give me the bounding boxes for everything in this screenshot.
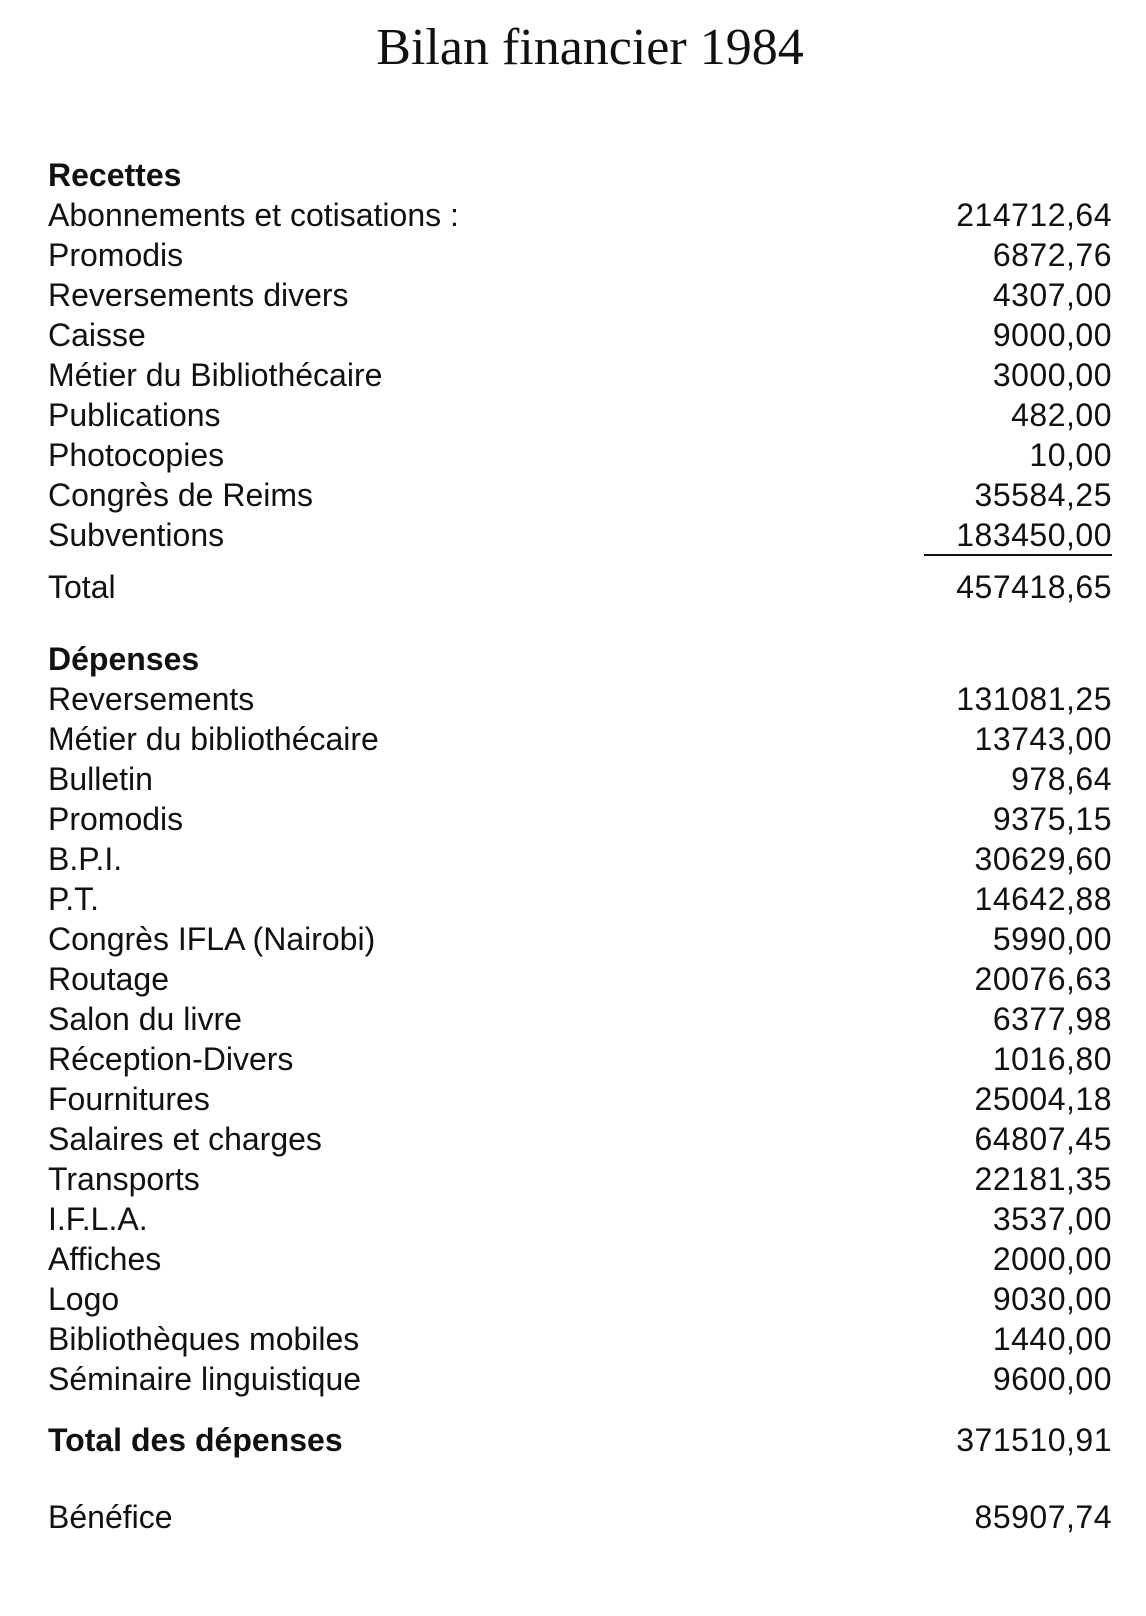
table-row [48, 1079, 1112, 1119]
table-row [48, 1239, 1112, 1279]
row-amount: 64807,45 [974, 1121, 1112, 1157]
row-label: Affiches [48, 1241, 162, 1277]
row-label: Transports [48, 1161, 200, 1197]
table-row [48, 1199, 1112, 1239]
row-amount: 13743,00 [974, 721, 1112, 757]
row-label: Routage [48, 961, 169, 997]
benefice-label: Bénéfice [48, 1499, 173, 1535]
row-label: Caisse [48, 317, 146, 353]
row-label: Promodis [48, 237, 184, 273]
row-amount: 3000,00 [992, 357, 1112, 393]
row-amount: 214712,64 [956, 197, 1112, 233]
table-row [48, 1359, 1112, 1399]
table-row [48, 1279, 1112, 1319]
row-label: Logo [48, 1281, 120, 1317]
table-row [48, 1319, 1112, 1359]
recettes-total-row [48, 567, 1112, 607]
table-row [48, 515, 1112, 555]
row-label: Publications [48, 397, 221, 433]
row-label: P.T. [48, 881, 99, 917]
row-amount: 9375,15 [992, 801, 1112, 837]
table-row [48, 799, 1112, 839]
table-row [48, 275, 1112, 315]
row-label: I.F.L.A. [48, 1201, 148, 1237]
row-amount: 9600,00 [992, 1361, 1112, 1397]
row-amount: 10,00 [1029, 437, 1112, 473]
depenses-heading: Dépenses [48, 641, 200, 677]
row-label: Abonnements et cotisations : [48, 197, 459, 233]
row-amount: 2000,00 [992, 1241, 1112, 1277]
row-amount: 25004,18 [974, 1081, 1112, 1117]
table-row [48, 475, 1112, 515]
table-row [48, 759, 1112, 799]
row-amount: 14642,88 [974, 881, 1112, 917]
total-depenses-label: Total des dépenses [48, 1422, 343, 1458]
row-amount: 9030,00 [992, 1281, 1112, 1317]
row-label: Congrès IFLA (Nairobi) [48, 921, 376, 957]
row-label: Réception-Divers [48, 1041, 294, 1077]
recettes-total-label: Total [48, 569, 116, 605]
row-amount: 4307,00 [992, 277, 1112, 313]
row-amount: 9000,00 [992, 317, 1112, 353]
row-amount: 30629,60 [974, 841, 1112, 877]
row-amount: 6377,98 [992, 1001, 1112, 1037]
row-amount: 1016,80 [992, 1041, 1112, 1077]
table-row [48, 719, 1112, 759]
recettes-heading: Recettes [48, 157, 182, 193]
table-row [48, 919, 1112, 959]
table-row [48, 1119, 1112, 1159]
row-label: Photocopies [48, 437, 225, 473]
row-label: Reversements [48, 681, 255, 717]
row-label: B.P.I. [48, 841, 123, 877]
table-row [48, 315, 1112, 355]
row-label: Salon du livre [48, 1001, 242, 1037]
row-amount: 35584,25 [974, 477, 1112, 513]
row-amount: 1440,00 [992, 1321, 1112, 1357]
table-row [48, 235, 1112, 275]
recettes-section [48, 155, 1112, 607]
row-amount: 482,00 [1011, 397, 1112, 433]
row-label: Subventions [48, 517, 225, 553]
row-amount: 978,64 [1011, 761, 1112, 797]
row-label: Bulletin [48, 761, 153, 797]
row-amount: 183450,00 [924, 516, 1112, 556]
row-label: Promodis [48, 801, 184, 837]
benefice-row [48, 1497, 1112, 1537]
page-title: Bilan financier 1984 [376, 19, 804, 76]
table-row [48, 679, 1112, 719]
depenses-list [48, 679, 1112, 1399]
row-label: Séminaire linguistique [48, 1361, 362, 1397]
table-row [48, 999, 1112, 1039]
table-row [48, 879, 1112, 919]
benefice-amount: 85907,74 [974, 1499, 1112, 1535]
table-row [48, 355, 1112, 395]
row-label: Métier du Bibliothécaire [48, 357, 383, 393]
row-label: Salaires et charges [48, 1121, 322, 1157]
table-row [48, 959, 1112, 999]
table-row [48, 195, 1112, 235]
table-row [48, 1159, 1112, 1199]
row-label: Métier du bibliothécaire [48, 721, 379, 757]
row-label: Fournitures [48, 1081, 210, 1117]
row-amount: 3537,00 [992, 1201, 1112, 1237]
recettes-total-amount: 457418,65 [956, 569, 1112, 605]
total-depenses-amount: 371510,91 [956, 1422, 1112, 1458]
row-amount: 5990,00 [992, 921, 1112, 957]
table-row [48, 395, 1112, 435]
table-row [48, 839, 1112, 879]
table-row [48, 1039, 1112, 1079]
row-amount: 22181,35 [974, 1161, 1112, 1197]
row-amount: 131081,25 [956, 681, 1112, 717]
recettes-list [48, 195, 1112, 555]
row-amount: 20076,63 [974, 961, 1112, 997]
total-depenses-row [48, 1420, 1112, 1460]
row-label: Bibliothèques mobiles [48, 1321, 360, 1357]
table-row [48, 435, 1112, 475]
depenses-section [48, 639, 1112, 1399]
row-label: Congrès de Reims [48, 477, 313, 513]
row-amount: 6872,76 [992, 237, 1112, 273]
row-label: Reversements divers [48, 277, 349, 313]
